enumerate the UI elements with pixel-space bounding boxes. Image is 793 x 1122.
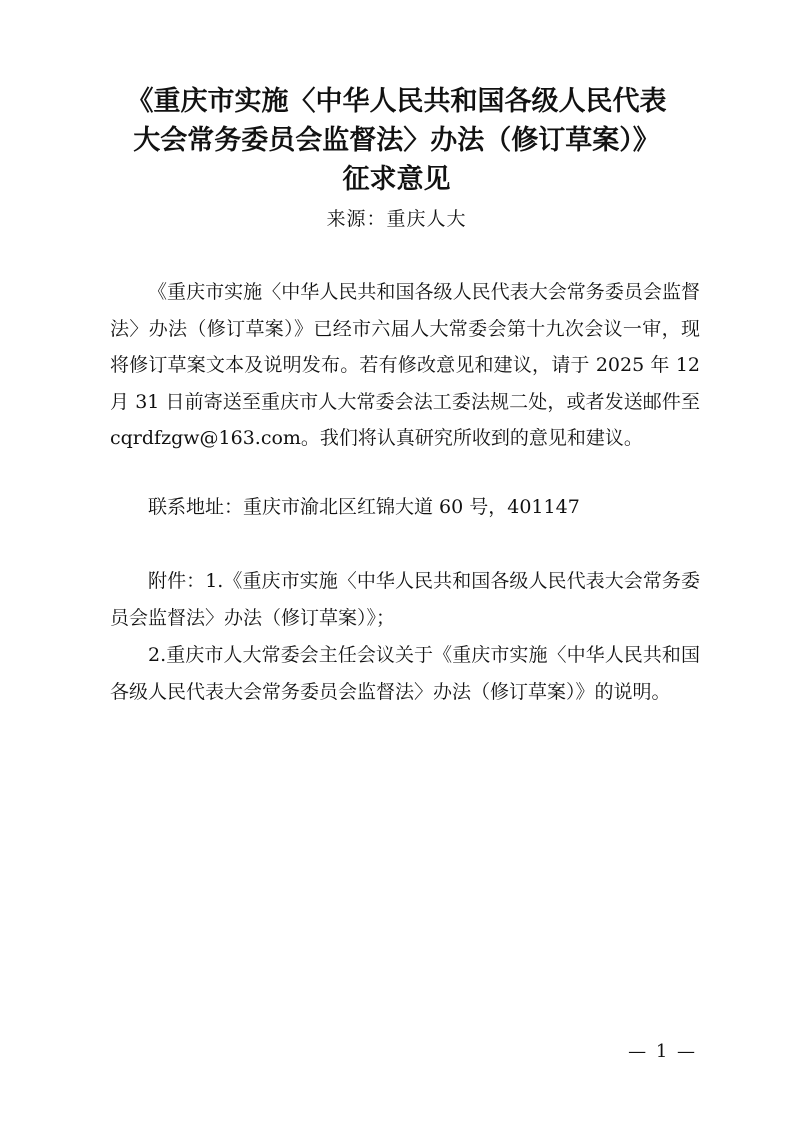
page-number: — 1 —: [628, 1041, 697, 1062]
attachment-2: 2.重庆市人大常委会主任会议关于《重庆市实施〈中华人民共和国各级人民代表大会常务委员会监督法〉办法（修订草案）》的说明。: [110, 644, 700, 703]
intro-paragraph: 《重庆市实施〈中华人民共和国各级人民代表大会常务委员会监督法〉办法（修订草案）》已经市六届人大常委会第十九次会议一审，现将修订草案文本及说明发布。若有修改意见和建议，请于 2025 年 12 月 31 日前寄送至重庆市人大常委会法工委法规二处，或者发送邮件至 cqrdfzgw@163.com。我们将认真研究所收到的意见和建议。: [110, 281, 700, 449]
attachment-2-block: [110, 637, 700, 710]
title-line-2: 大会常务委员会监督法〉办法（修订草案）》: [133, 125, 660, 156]
intro-paragraph-block: [110, 274, 700, 457]
contact-address: 联系地址：重庆市渝北区红锦大道 60 号，401147: [148, 496, 580, 518]
title-line-3: 征求意见: [342, 164, 451, 195]
page-title: [96, 82, 697, 199]
title-line-1: 《重庆市实施〈中华人民共和国各级人民代表: [126, 86, 667, 117]
attachment-1-block: [110, 563, 700, 636]
source-line: 来源：重庆人大: [326, 208, 467, 230]
attachment-1: 附件：1.《重庆市实施〈中华人民共和国各级人民代表大会常务委员会监督法〉办法（修订草案）》；: [110, 570, 700, 629]
contact-paragraph-block: [110, 489, 700, 526]
